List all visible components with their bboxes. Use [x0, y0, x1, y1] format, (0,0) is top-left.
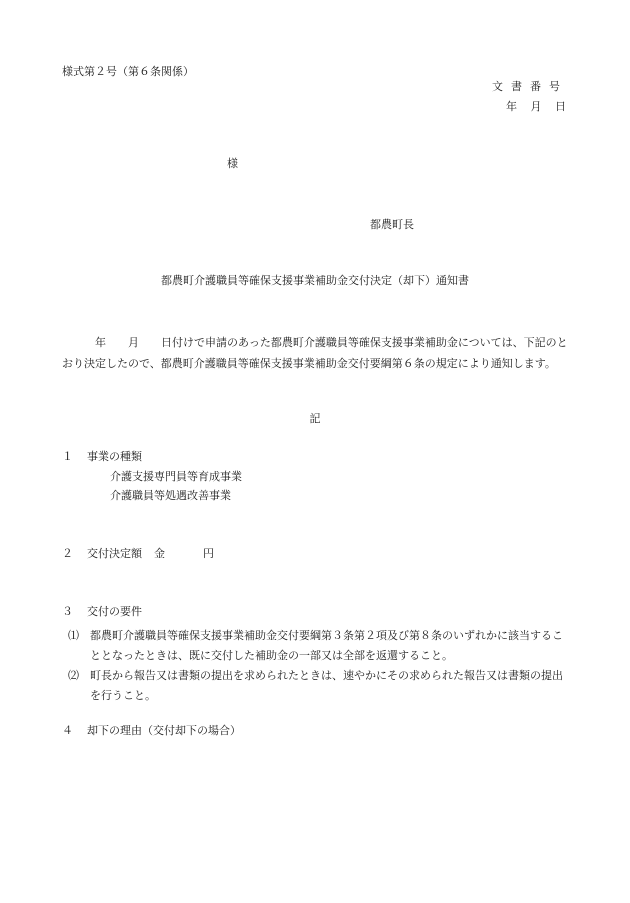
section-number: ３ — [62, 605, 73, 618]
section-title: 事業の種類 — [87, 450, 142, 463]
item-number: ⑵ — [68, 669, 79, 682]
section-1-heading — [62, 451, 142, 462]
section-3-heading — [62, 606, 142, 617]
amount-unit: 円 — [203, 547, 214, 560]
section-title: 交付決定額 — [87, 547, 142, 560]
project-type-item: 介護支援専門員等育成事業 — [110, 470, 242, 483]
section-number: １ — [62, 450, 73, 463]
section-number: ４ — [62, 724, 73, 737]
section-title: 交付の要件 — [87, 605, 142, 618]
project-type-item: 介護職員等処遇改善事業 — [110, 489, 231, 502]
requirement-item — [68, 626, 573, 666]
requirement-item — [68, 666, 573, 706]
item-text: 町長から報告又は書類の提出を求められたときは、速やかにその求められた報告又は書類の提出を行うこと。 — [90, 669, 563, 702]
date-line: 年 月 日 — [506, 100, 568, 113]
section-2-heading — [62, 548, 214, 559]
form-number-label: 様式第２号（第６条関係） — [62, 65, 194, 78]
document-title: 都農町介護職員等確保支援事業補助金交付決定（却下）通知書 — [161, 274, 469, 287]
amount-prefix: 金 — [154, 547, 165, 560]
section-4-heading — [62, 725, 241, 736]
item-text: 都農町介護職員等確保支援事業補助金交付要綱第３条第２項及び第８条のいずれかに該当することとなったときは、既に交付した補助金の一部又は全部を返還すること。 — [90, 629, 563, 662]
ki-marker: 記 — [309, 412, 321, 425]
section-title: 却下の理由（交付却下の場合） — [87, 724, 241, 737]
document-number-label: 文書番号 — [492, 80, 568, 93]
notice-body: 年 月 日付けで申請のあった都農町介護職員等確保支援事業補助金については、下記のとおり決定したので、都農町介護職員等確保支援事業補助金交付要綱第６条の規定により通知します。 — [62, 336, 568, 370]
section-number: ２ — [62, 547, 73, 560]
sender-name: 都農町長 — [370, 218, 414, 231]
item-number: ⑴ — [68, 629, 79, 642]
addressee-honorific: 様 — [227, 157, 238, 170]
